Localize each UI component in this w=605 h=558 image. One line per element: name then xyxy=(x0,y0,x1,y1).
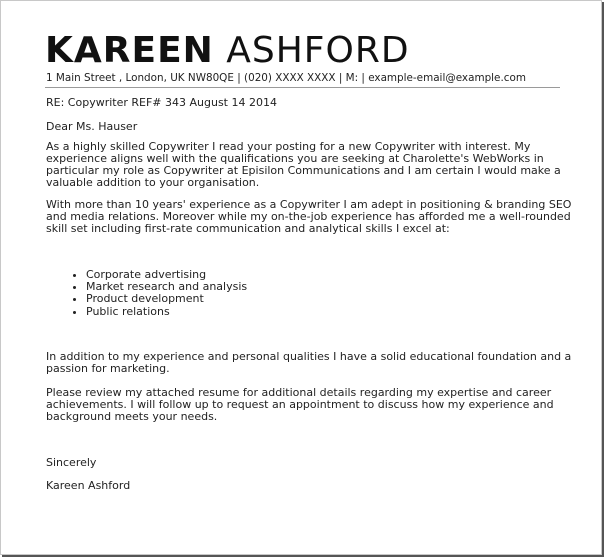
paragraph-line: valuable addition to your organisation. xyxy=(46,176,260,189)
paragraph-line: achievements. I will follow up to request an appointment to discuss how my experience and xyxy=(46,398,554,411)
paragraph-line: passion for marketing. xyxy=(46,362,170,375)
reference-line: RE: Copywriter REF# 343 August 14 2014 xyxy=(46,96,277,109)
paragraph-line: skill set including first-rate communication and analytical skills I excel at: xyxy=(46,222,450,235)
applicant-name xyxy=(45,29,410,73)
list-item: • Public relations xyxy=(86,306,247,318)
list-item: • Corporate advertising xyxy=(86,269,247,281)
contact-line: 1 Main Street , London, UK NW80QE | (020) XXXX XXXX | M: | example-email@example.com xyxy=(46,72,526,84)
paragraph-line: Please review my attached resume for additional details regarding my expertise and career xyxy=(46,386,552,399)
paragraph-line: background meets your needs. xyxy=(46,410,218,423)
signature-name: Kareen Ashford xyxy=(46,479,131,492)
last-name: ASHFORD xyxy=(226,30,410,71)
salutation: Dear Ms. Hauser xyxy=(46,120,138,133)
paragraph-line: and media relations. Moreover while my on-the-job experience has afforded me a well-rounded xyxy=(46,210,571,223)
first-name: KAREEN xyxy=(45,30,214,71)
paragraph-line: particular my role as Copywriter at Episilon Communications and I am certain I would make a xyxy=(46,164,561,177)
skills-list xyxy=(46,269,247,318)
closing: Sincerely xyxy=(46,456,97,469)
list-item: • Market research and analysis xyxy=(86,281,247,293)
paragraph-line: experience aligns well with the qualifications you are seeking at Charolette's WebWorks in xyxy=(46,152,544,165)
paragraph-line: In addition to my experience and personal qualities I have a solid educational foundation and a xyxy=(46,350,572,363)
header-divider xyxy=(45,87,560,88)
paragraph-line: With more than 10 years' experience as a Copywriter I am adept in positioning & branding SEO xyxy=(46,198,572,211)
list-item: • Product development xyxy=(86,293,247,305)
paragraph-line: As a highly skilled Copywriter I read your posting for a new Copywriter with interest. My xyxy=(46,140,531,153)
